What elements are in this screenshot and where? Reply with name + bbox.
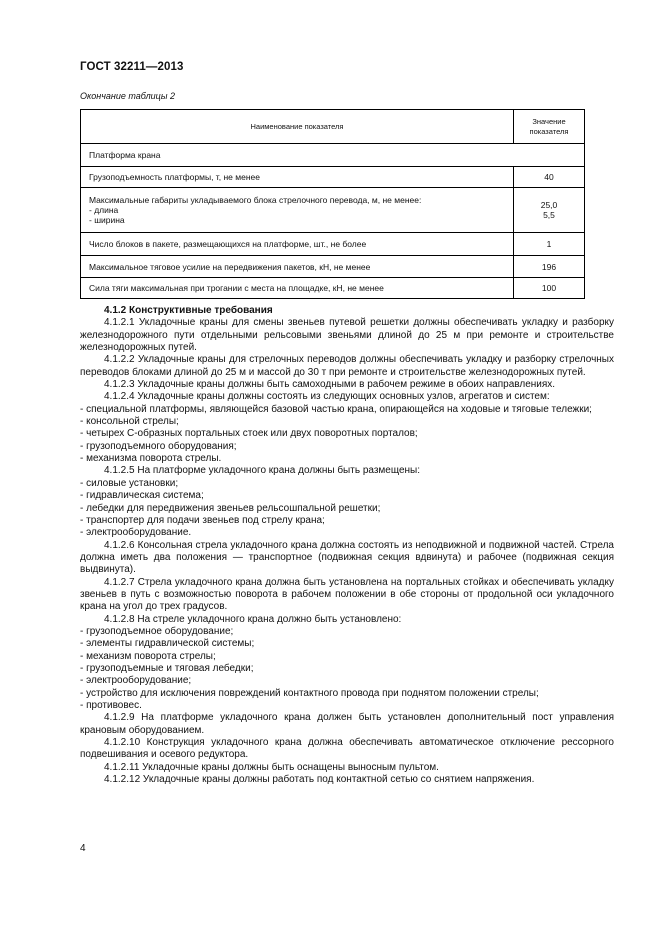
paragraph: 4.1.2.3 Укладочные краны должны быть самоходными в рабочем режиме в обоих направлениях. <box>104 379 556 391</box>
list-item: - электрооборудование; <box>80 675 192 687</box>
column-header-name: Наименование показателя <box>81 110 514 144</box>
list-item: - гидравлическая система; <box>80 490 204 502</box>
row-value: 100 <box>514 278 585 299</box>
table-caption: Окончание таблицы 2 <box>80 91 175 101</box>
list-item: - электрооборудование. <box>80 527 192 539</box>
row-value: 1 <box>514 233 585 256</box>
list-item: - механизм поворота стрелы; <box>80 650 216 662</box>
paragraph: 4.1.2.6 Консольная стрела укладочного крана должна состоять из неподвижной и подвижной частей. Стрела должна иметь два положения — транспортное (подвижная секция вдвинута) и рабочее (подвижная секция выдвинута). <box>80 539 614 576</box>
paragraph: 4.1.2.11 Укладочные краны должны быть оснащены выносным пультом. <box>104 761 439 773</box>
paragraph: 4.1.2.2 Укладочные краны для стрелочных переводов должны обеспечивать укладку и разборку стрелочных переводов блоками длиной до 25 м и массой до 30 т при ремонте и строительстве железнодорожных путей. <box>80 354 614 378</box>
column-header-value <box>514 110 585 144</box>
table-row <box>81 256 585 278</box>
row-name-main: Максимальные габариты укладываемого блока стрелочного перевода, м, не менее: <box>89 195 422 205</box>
row-value: 196 <box>514 256 585 278</box>
list-item: - специальной платформы, являющейся базовой частью крана, опирающейся на ходовые и тяговые тележки; <box>80 403 592 415</box>
list-item: - элементы гидравлической системы; <box>80 638 255 650</box>
document-header: ГОСТ 32211—2013 <box>80 61 184 73</box>
row-name <box>81 188 514 233</box>
table-row <box>81 278 585 299</box>
list-item: - четырех С-образных портальных стоек или двух поворотных порталов; <box>80 428 418 440</box>
paragraph: 4.1.2.12 Укладочные краны должны работать под контактной сетью со снятием напряжения. <box>104 774 535 786</box>
paragraph: 4.1.2.5 На платформе укладочного крана должны быть размещены: <box>104 465 421 477</box>
section-title: 4.1.2 Конструктивные требования <box>104 305 273 316</box>
paragraph: 4.1.2.4 Укладочные краны должны состоять из следующих основных узлов, агрегатов и систем: <box>104 391 550 403</box>
column-header-value-line1: Значение <box>532 116 566 126</box>
row-value-width: 5,5 <box>543 210 555 220</box>
table-header-row <box>81 110 585 144</box>
list-item: - лебедки для передвижения звеньев рельсошпальной решетки; <box>80 502 381 514</box>
paragraph: 4.1.2.9 На платформе укладочного крана должен быть установлен дополнительный пост управления крановым оборудованием. <box>80 712 614 736</box>
table-row <box>81 188 585 233</box>
list-item: - грузоподъемные и тяговая лебедки; <box>80 662 254 674</box>
table-row <box>81 233 585 256</box>
list-item: - консольной стрелы; <box>80 416 179 428</box>
paragraph: 4.1.2.1 Укладочные краны для смены звеньев путевой решетки должны обеспечивать укладку и разборку железнодорожного пути отдельными рельсовыми звеньями длиной до 25 м при ремонте и строительстве железнодорожных путей. <box>80 317 614 354</box>
table-row <box>81 167 585 188</box>
list-item: - грузоподъемного оборудования; <box>80 440 237 452</box>
list-item: - механизма поворота стрелы. <box>80 453 222 465</box>
row-value <box>514 188 585 233</box>
paragraph: 4.1.2.10 Конструкция укладочного крана должна обеспечивать автоматическое отключение рессорного подвешивания и осевого редуктора. <box>80 737 614 761</box>
row-name-sub-width: - ширина <box>89 215 125 225</box>
row-name: Сила тяги максимальная при трогании с места на площадке, кН, не менее <box>81 278 514 299</box>
column-header-value-line2: показателя <box>529 126 569 136</box>
body-text <box>80 305 614 786</box>
row-name-sub-length: - длина <box>89 205 119 215</box>
row-value: 40 <box>514 167 585 188</box>
table-section-platform: Платформа крана <box>81 144 585 167</box>
list-item: - транспортер для подачи звеньев под стрелу крана; <box>80 514 325 526</box>
row-name: Максимальное тяговое усилие на передвижения пакетов, кН, не менее <box>81 256 514 278</box>
paragraph: 4.1.2.7 Стрела укладочного крана должна быть установлена на портальных стойках и обеспечивать укладку звеньев в путь с возможностью поворота в рабочем положении в обе стороны от продольной оси укладочного крана на угол до трех градусов. <box>80 576 614 613</box>
row-name: Грузоподъемность платформы, т, не менее <box>81 167 514 188</box>
list-item: - грузоподъемное оборудование; <box>80 625 234 637</box>
paragraph: 4.1.2.8 На стреле укладочного крана должно быть установлено: <box>104 613 402 625</box>
page-number: 4 <box>80 843 86 854</box>
list-item: - противовес. <box>80 700 142 711</box>
list-item: - устройство для исключения повреждений контактного провода при поднятом положении стрелы; <box>80 687 539 699</box>
parameters-table <box>80 109 585 299</box>
list-item: - силовые установки; <box>80 477 179 489</box>
row-value-length: 25,0 <box>540 200 558 210</box>
table-row <box>81 144 585 167</box>
row-name: Число блоков в пакете, размещающихся на платформе, шт., не более <box>81 233 514 256</box>
